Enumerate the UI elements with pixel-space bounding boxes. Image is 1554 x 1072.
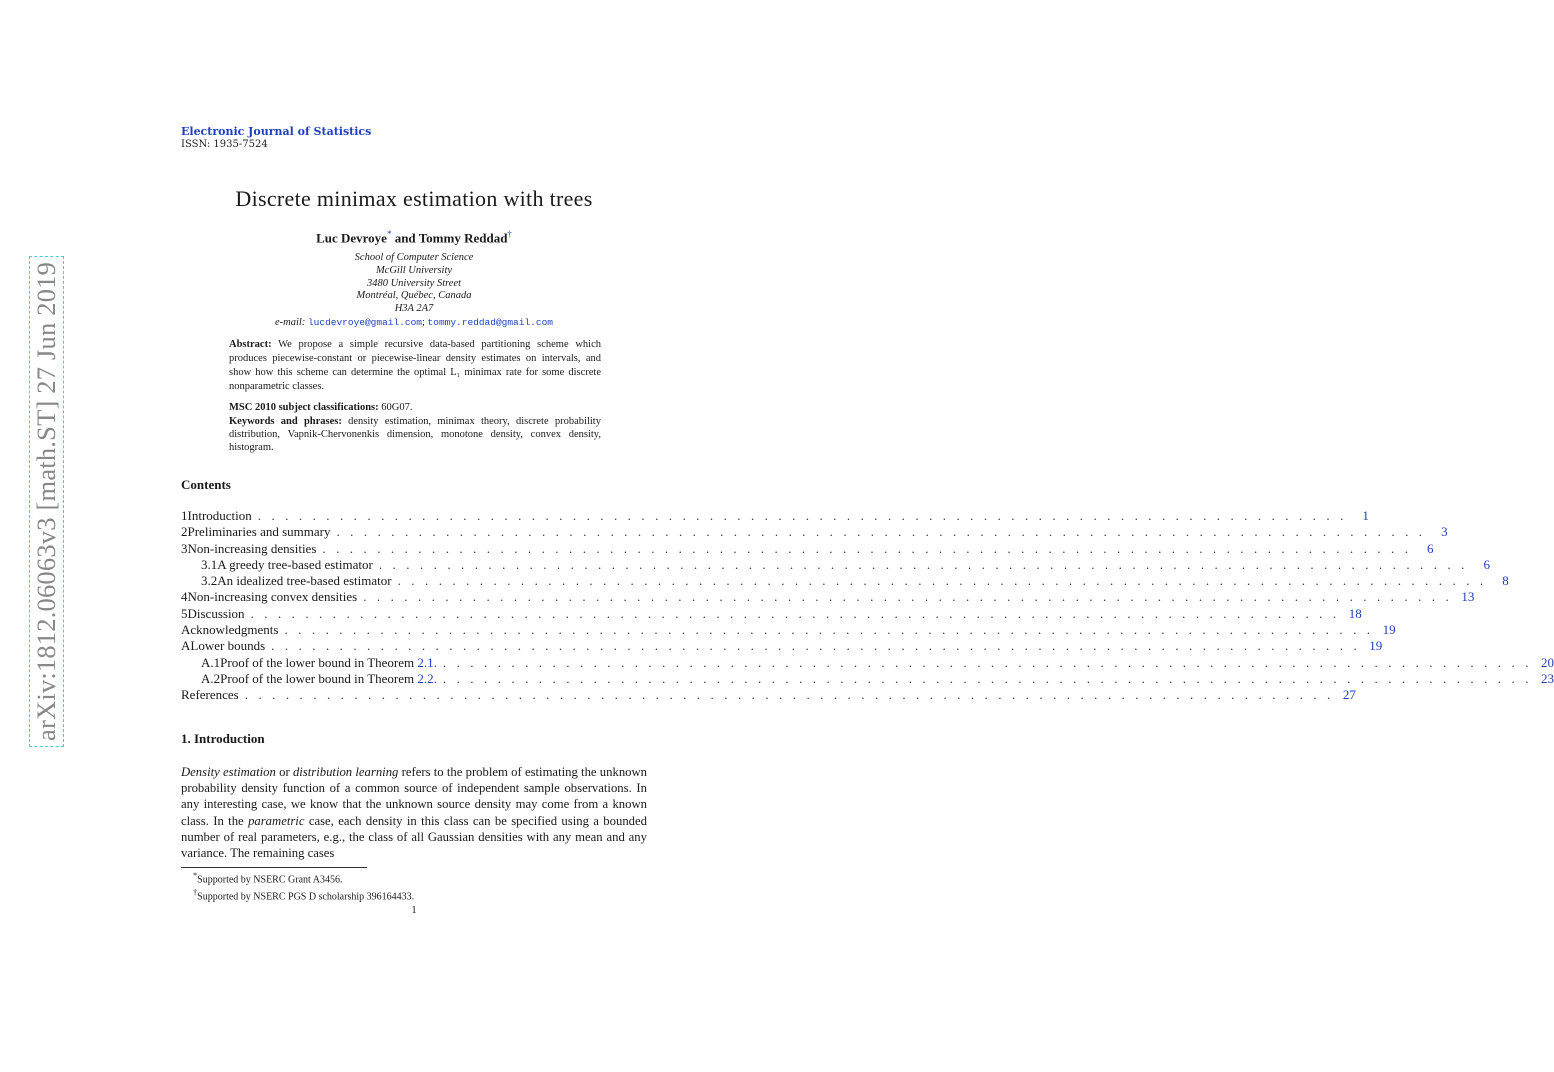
toc-entry-title-text: Non-increasing densities xyxy=(187,540,317,556)
toc-entry-title xyxy=(181,622,278,638)
emphasis-term: distribution learning xyxy=(292,765,399,779)
toc-entry-number: 3.2 xyxy=(201,573,218,589)
author-1: Luc Devroye xyxy=(316,230,387,246)
toc-page-link[interactable]: 1 xyxy=(1362,508,1369,523)
toc-entry-title xyxy=(220,655,437,671)
toc-entry[interactable] xyxy=(181,556,1490,573)
toc-entry-title-text: Lower bounds xyxy=(190,638,266,654)
body-text: case, each density in this class can be specified using a bounded number of real parameters, e.g., the class of all Gaussian densities with any mean and any variance. The remaining cases xyxy=(181,813,648,861)
email-link-1[interactable]: lucdevroye@gmail.com xyxy=(307,317,422,328)
toc-entry-title-text: Discussion xyxy=(187,605,245,621)
toc-page-link[interactable]: 23 xyxy=(1541,670,1554,686)
toc-entry-title-text: Proof of the lower bound in Theorem xyxy=(220,670,418,686)
toc-entry-title-text: Acknowledgments xyxy=(181,622,279,638)
toc-page-link[interactable]: 3 xyxy=(1441,524,1448,540)
toc-entry[interactable] xyxy=(181,540,1434,557)
toc-entry-title xyxy=(181,687,239,703)
issn-label: ISSN: 1935-7524 xyxy=(181,139,268,150)
toc-entry-title-text: A greedy tree-based estimator xyxy=(217,556,373,572)
toc-leader-dots: . . . . . . . . . . . . . . . . . . . . . . . . . . . . . . . . . . . . . . . . . . . . . . . . . . . . . . . . . . . . . . . . . . . . . . . . . . . . . . . . xyxy=(271,638,1361,654)
toc-entry-number: 1 xyxy=(181,508,188,523)
toc-page-link[interactable]: 18 xyxy=(1348,605,1362,621)
toc-page-link[interactable]: 27 xyxy=(1342,687,1356,703)
abstract-label: Abstract: xyxy=(229,339,272,350)
author-line xyxy=(0,229,828,246)
author-2: Tommy Reddad xyxy=(418,230,508,246)
keywords-value: density estimation, minimax theory, discrete probability distribution, Vapnik-Chervonenkis dimension, monotone density, convex density, histogram. xyxy=(229,416,601,453)
contents-heading: Contents xyxy=(181,477,231,492)
toc-entry[interactable] xyxy=(181,687,1356,703)
toc-leader-dots: . . . . . . . . . . . . . . . . . . . . . . . . . . . . . . . . . . . . . . . . . . . . . . . . . . . . . . . . . . . . . . . . . . . . . . . . . . . . . . . . xyxy=(442,670,1533,686)
footnote-mark: * xyxy=(193,871,198,880)
toc-leader-dots: . . . . . . . . . . . . . . . . . . . . . . . . . . . . . . . . . . . . . . . . . . . . . . . . . . . . . . . . . . . . . . . . . . . . . . . . . . . . . . . . xyxy=(250,605,1340,621)
toc-entry-number: 3.1 xyxy=(201,556,218,572)
body-text: refers to the problem of estimating the unknown probability density function of a common source of independent sample observations. In any interesting case, we know that the unknown source density may come from a known class. In the xyxy=(181,765,648,828)
toc-page-link[interactable]: 6 xyxy=(1483,556,1490,572)
toc-entry-number: 2 xyxy=(181,524,188,540)
arxiv-identifier-link[interactable]: arXiv:1812.06063v3 [math.ST] 27 Jun 2019 xyxy=(31,258,62,745)
email-label: e-mail: xyxy=(275,317,306,328)
email-link-2[interactable]: tommy.reddad@gmail.com xyxy=(427,317,553,328)
toc-entry-number: A.1 xyxy=(201,654,221,670)
toc-entry-number: 3 xyxy=(181,540,188,556)
msc-label: MSC 2010 subject classifications: xyxy=(229,402,379,413)
affiliation-line: McGill University xyxy=(375,264,453,276)
email-separator: ; xyxy=(422,317,425,328)
toc-entry-number: 4 xyxy=(181,589,188,605)
email-line xyxy=(0,317,828,328)
toc-page-link[interactable]: 6 xyxy=(1427,540,1434,556)
footnote-1 xyxy=(193,870,414,887)
toc-entry-number: 5 xyxy=(181,605,188,621)
toc-leader-dots: . . . . . . . . . . . . . . . . . . . . . . . . . . . . . . . . . . . . . . . . . . . . . . . . . . . . . . . . . . . . . . . . . . . . . . . . . . . . . . . . xyxy=(397,573,1487,589)
footnotes xyxy=(193,870,414,904)
toc-entry[interactable] xyxy=(181,622,1396,638)
affiliation-line: Montréal, Québec, Canada xyxy=(356,290,472,302)
table-of-contents xyxy=(181,508,1554,704)
toc-entry-title xyxy=(188,524,331,540)
toc-entry-title xyxy=(220,671,437,687)
abstract-text: We propose a simple recursive data-based partitioning scheme which produces piecewise-constant or piecewise-linear density estimates on intervals, and show how this scheme can determine the optimal L₁ minimax rate for some discrete nonparametric classes. xyxy=(229,339,601,392)
toc-page-link[interactable]: 20 xyxy=(1541,654,1554,670)
emphasis-term: Density estimation xyxy=(181,765,276,779)
toc-entry-title-text: Proof of the lower bound in Theorem xyxy=(220,654,418,670)
toc-entry[interactable] xyxy=(181,508,1369,524)
toc-entry-title xyxy=(190,638,265,654)
toc-entry-title xyxy=(188,541,317,557)
toc-page-link[interactable]: 19 xyxy=(1382,622,1396,638)
introduction-paragraph xyxy=(181,764,647,861)
toc-entry-number: A.2 xyxy=(201,670,221,686)
affiliation-line: H3A 2A7 xyxy=(394,303,434,315)
affiliation-line: School of Computer Science xyxy=(354,252,474,263)
msc-value: 60G07. xyxy=(381,402,413,413)
keywords xyxy=(229,415,601,454)
journal-name-link[interactable]: Electronic Journal of Statistics xyxy=(181,125,372,138)
msc-classification xyxy=(229,401,601,415)
footnote-text: Supported by NSERC Grant A3456. xyxy=(197,874,343,886)
footnote-mark: † xyxy=(193,887,198,897)
toc-entry-title xyxy=(217,557,373,573)
toc-entry[interactable] xyxy=(181,638,1383,654)
toc-entry-title-text: References xyxy=(181,687,239,703)
theorem-reference-link[interactable]: 2.2. xyxy=(417,670,437,686)
author-joiner: and xyxy=(394,230,416,246)
keywords-label: Keywords and phrases: xyxy=(229,416,342,427)
toc-entry[interactable] xyxy=(181,573,1509,589)
toc-page-link[interactable]: 8 xyxy=(1502,573,1509,589)
footnote-text: Supported by NSERC PGS D scholarship 396164433. xyxy=(197,891,415,903)
toc-leader-dots: . . . . . . . . . . . . . . . . . . . . . . . . . . . . . . . . . . . . . . . . . . . . . . . . . . . . . . . . . . . . . . . . . . . . . . . . . . . . . . . . xyxy=(336,524,1426,540)
toc-leader-dots: . . . . . . . . . . . . . . . . . . . . . . . . . . . . . . . . . . . . . . . . . . . . . . . . . . . . . . . . . . . . . . . . . . . . . . . . . . . . . . . . xyxy=(284,622,1374,638)
toc-entry-title xyxy=(188,606,245,622)
author-2-footnote-link[interactable]: † xyxy=(507,229,512,239)
toc-page-link[interactable]: 13 xyxy=(1461,589,1475,605)
toc-page-link[interactable]: 19 xyxy=(1369,638,1383,654)
abstract xyxy=(229,338,601,394)
section-heading-introduction: 1. Introduction xyxy=(181,731,265,746)
toc-entry-title xyxy=(188,589,358,605)
toc-leader-dots: . . . . . . . . . . . . . . . . . . . . . . . . . . . . . . . . . . . . . . . . . . . . . . . . . . . . . . . . . . . . . . . . . . . . . . . . . . . . . . . . xyxy=(244,687,1334,703)
toc-entry[interactable] xyxy=(181,589,1475,605)
affiliation-block xyxy=(0,252,828,316)
toc-entry-title-text: Preliminaries and summary xyxy=(187,524,331,540)
paper-title: Discrete minimax estimation with trees xyxy=(235,186,593,211)
toc-entry[interactable] xyxy=(181,524,1448,540)
toc-leader-dots: . . . . . . . . . . . . . . . . . . . . . . . . . . . . . . . . . . . . . . . . . . . . . . . . . . . . . . . . . . . . . . . . . . . . . . . . . . . . . . . . xyxy=(257,508,1347,523)
toc-entry[interactable] xyxy=(181,670,1554,687)
toc-leader-dots: . . . . . . . . . . . . . . . . . . . . . . . . . . . . . . . . . . . . . . . . . . . . . . . . . . . . . . . . . . . . . . . . . . . . . . . . . . . . . . . . xyxy=(322,540,1412,556)
footnote-2 xyxy=(193,887,414,904)
toc-entry-title-text: Introduction xyxy=(187,508,252,523)
toc-entry-title-text: Non-increasing convex densities xyxy=(187,589,358,605)
body-text: or xyxy=(275,765,293,779)
toc-entry-title xyxy=(188,508,252,524)
toc-entry[interactable] xyxy=(181,654,1554,671)
theorem-reference-link[interactable]: 2.1. xyxy=(417,654,437,670)
affiliation-line: 3480 University Street xyxy=(366,277,462,289)
toc-leader-dots: . . . . . . . . . . . . . . . . . . . . . . . . . . . . . . . . . . . . . . . . . . . . . . . . . . . . . . . . . . . . . . . . . . . . . . . . . . . . . . . . xyxy=(442,654,1533,670)
toc-leader-dots: . . . . . . . . . . . . . . . . . . . . . . . . . . . . . . . . . . . . . . . . . . . . . . . . . . . . . . . . . . . . . . . . . . . . . . . . . . . . . . . . xyxy=(363,589,1453,605)
toc-entry-title-text: An idealized tree-based estimator xyxy=(217,573,392,589)
page-number: 1 xyxy=(411,905,417,916)
emphasis-term: parametric xyxy=(248,813,305,828)
toc-entry-number: A xyxy=(181,638,191,654)
toc-entry-title xyxy=(217,573,391,589)
author-1-footnote-link[interactable]: * xyxy=(386,229,392,239)
toc-entry[interactable] xyxy=(181,605,1362,622)
footnote-rule xyxy=(181,867,367,868)
toc-leader-dots: . . . . . . . . . . . . . . . . . . . . . . . . . . . . . . . . . . . . . . . . . . . . . . . . . . . . . . . . . . . . . . . . . . . . . . . . . . . . . . . . xyxy=(378,556,1468,572)
